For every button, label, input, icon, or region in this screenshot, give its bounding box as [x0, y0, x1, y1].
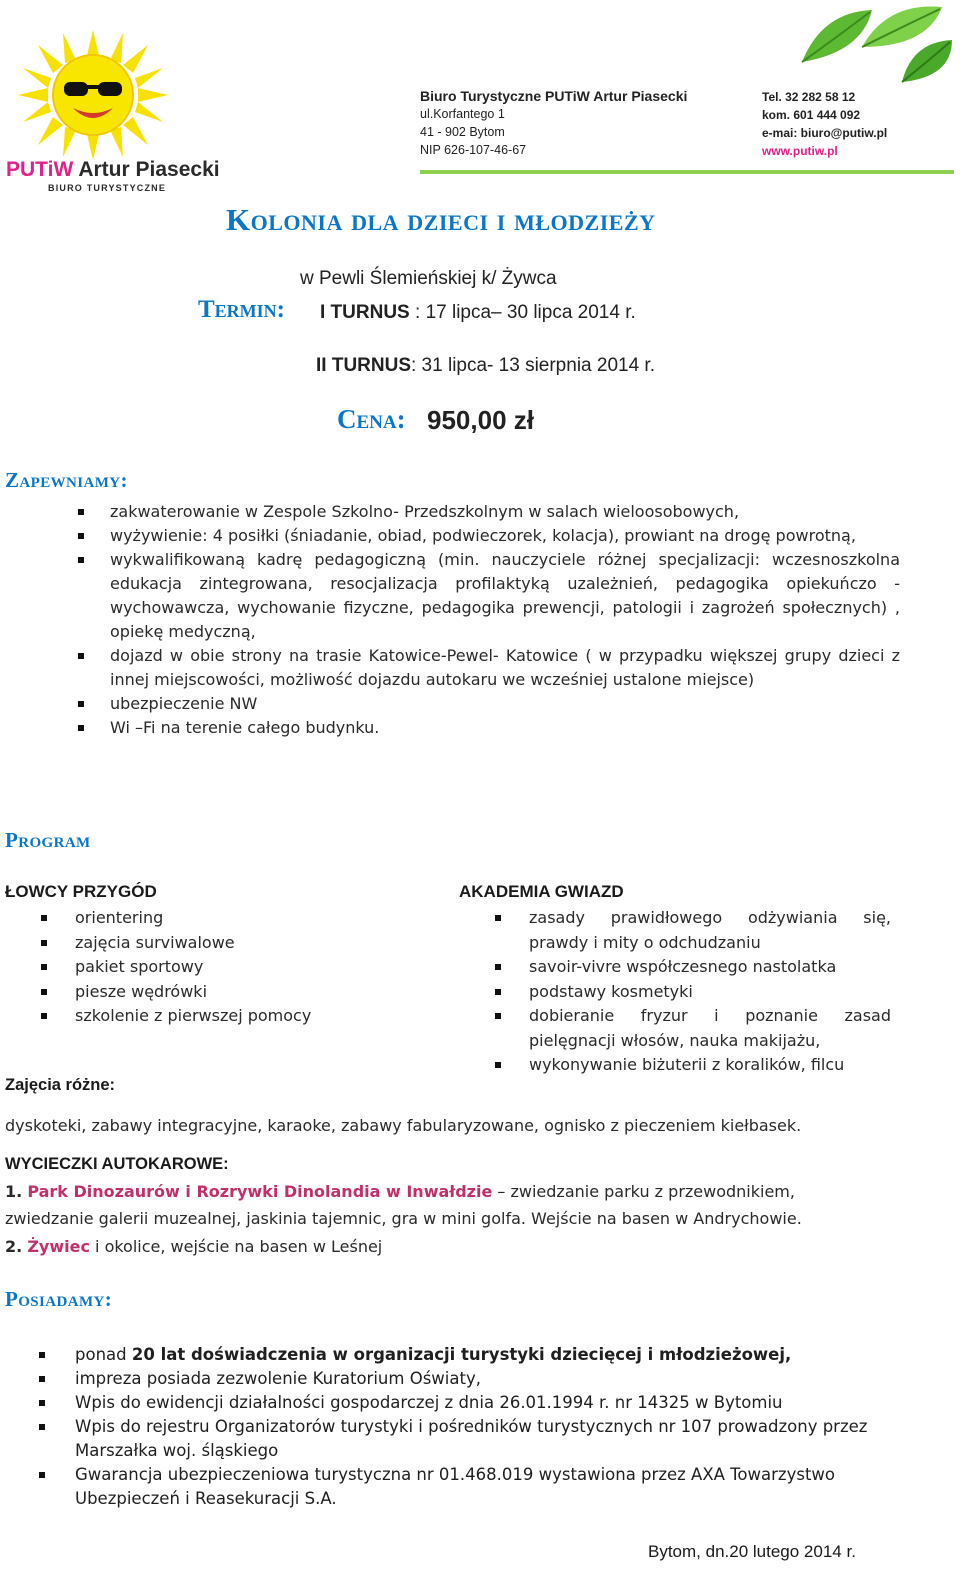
bullet-icon — [78, 533, 84, 539]
turn-2-label: II TURNUS — [316, 355, 411, 376]
company-name: Biuro Turystyczne PUTiW Artur Piasecki — [420, 88, 688, 104]
contact-info — [762, 88, 887, 160]
section-heading-posiadamy: Posiadamy: — [5, 1287, 113, 1311]
bullet-icon — [78, 701, 84, 707]
company-nip: NIP 626-107-46-67 — [420, 143, 527, 157]
turn-1 — [320, 302, 636, 324]
bullet-icon — [495, 1013, 501, 1019]
page-title: Kolonia dla dzieci i młodzieży — [226, 202, 656, 237]
section-heading-program: Program — [5, 828, 91, 852]
program-col2-list — [529, 906, 891, 1078]
list-item: Wpis do rejestru Organizatorów turystyki i pośredników turystycznych nr 107 prowadzony przez Marszałka woj. śląskiego — [75, 1415, 895, 1463]
document-date: Bytom, dn.20 lutego 2014 r. — [648, 1542, 856, 1561]
list-item: ponad 20 lat doświadczenia w organizacji turystyki dziecięcej i młodzieżowej, — [75, 1343, 895, 1367]
program-col1-title: ŁOWCY PRZYGÓD — [5, 882, 157, 901]
program-col2-title: AKADEMIA GWIAZD — [459, 882, 624, 901]
bullet-icon — [495, 964, 501, 970]
bullet-icon — [39, 1352, 45, 1358]
bullet-icon — [78, 509, 84, 515]
list-item: podstawy kosmetyki — [529, 980, 891, 1005]
bullet-icon — [41, 989, 47, 995]
misc-activities-label: Zajęcia różne: — [5, 1076, 116, 1094]
camp-location: w Pewli Ślemieńskiej k/ Żywca — [300, 268, 557, 289]
list-item: zasady prawidłowego odżywiania się, prawdy i mity o odchudzaniu — [529, 906, 891, 955]
trips-label: WYCIECZKI AUTOKAROWE: — [5, 1155, 229, 1173]
list-item: impreza posiada zezwolenie Kuratorium Oświaty, — [75, 1367, 895, 1391]
bullet-icon — [78, 653, 84, 659]
bullet-icon — [78, 725, 84, 731]
sun-mascot-logo — [18, 30, 168, 160]
contact-mobile: kom. 601 444 092 — [762, 108, 861, 122]
bullet-icon — [41, 1013, 47, 1019]
term-label: Termin: — [198, 296, 285, 323]
list-item: piesze wędrówki — [75, 980, 375, 1005]
bullet-icon — [41, 940, 47, 946]
bullet-icon — [39, 1472, 45, 1478]
trip-1-name: Park Dinozaurów i Rozrywki Dinolandia w Inwałdzie — [27, 1182, 493, 1201]
contact-tel: Tel. 32 282 58 12 — [762, 90, 856, 104]
list-item: Wpis do ewidencji działalności gospodarczej z dnia 26.01.1994 r. nr 14325 w Bytomiu — [75, 1391, 895, 1415]
list-item: zajęcia surviwalowe — [75, 931, 375, 956]
bullet-icon — [41, 964, 47, 970]
trip-1-details: zwiedzanie galerii muzealnej, jaskinia tajemnic, gra w mini golfa. Wejście na basen w Andrychowie. — [5, 1209, 802, 1228]
zapewniamy-list — [110, 500, 900, 740]
misc-activities-text: dyskoteki, zabawy integracyjne, karaoke, zabawy fabularyzowane, ognisko z pieczeniem kiełbasek. — [5, 1116, 802, 1135]
bullet-icon — [39, 1400, 45, 1406]
turn-2-dates: : 31 lipca- 13 sierpnia 2014 r. — [411, 355, 655, 376]
turn-2 — [316, 355, 655, 377]
price-label: Cena: — [337, 404, 406, 434]
list-item: szkolenie z pierwszej pomocy — [75, 1004, 375, 1029]
program-col1-list — [75, 906, 375, 1029]
trip-2-name: Żywiec — [27, 1237, 90, 1256]
list-item: ubezpieczenie NW — [110, 692, 900, 716]
price-value: 950,00 zł — [427, 405, 534, 435]
list-item: savoir-vivre współczesnego nastolatka — [529, 955, 891, 980]
list-item: wyżywienie: 4 posiłki (śniadanie, obiad, podwieczorek, kolacja), prowiant na drogę powrotną, — [110, 524, 900, 548]
trip-2: 2. Żywiec i okolice, wejście na basen w Leśnej — [5, 1237, 383, 1256]
logo-wordmark-brand: PUTiW — [6, 158, 74, 181]
bullet-icon — [39, 1376, 45, 1382]
bullet-icon — [495, 915, 501, 921]
list-item: wykonywanie biżuterii z koralików, filcu — [529, 1053, 891, 1078]
list-item: wykwalifikowaną kadrę pedagogiczną (min. nauczyciele różnej specjalizacji: wczesnoszkolna edukacja zintegrowana, resocjalizacja profilaktyką uzależnień, pedagogika opiekuńczo - wychowawcza, wychowanie fizyczne, pedagogika prewencji, patologii i zagrożeń społecznych) , opiekę medyczną, — [110, 548, 900, 644]
bullet-icon — [495, 989, 501, 995]
list-item: zakwaterowanie w Zespole Szkolno- Przedszkolnym w salach wieloosobowych, — [110, 500, 900, 524]
posiadamy-list — [75, 1343, 895, 1511]
list-item: Gwarancja ubezpieczeniowa turystyczna nr 01.468.019 wystawiona przez AXA Towarzystwo Ubezpieczeń i Reasekuracji S.A. — [75, 1463, 895, 1511]
bullet-icon — [39, 1424, 45, 1430]
logo-wordmark — [6, 158, 220, 182]
bullet-icon — [495, 1062, 501, 1068]
trip-1: 1. Park Dinozaurów i Rozrywki Dinolandia w Inwałdzie – zwiedzanie parku z przewodnikiem, — [5, 1182, 795, 1201]
header-divider — [420, 170, 954, 174]
list-item: orientering — [75, 906, 375, 931]
company-street: ul.Korfantego 1 — [420, 107, 505, 121]
list-item: dobieranie fryzur i poznanie zasad pielęgnacji włosów, nauka makijażu, — [529, 1004, 891, 1053]
list-item: Wi –Fi na terenie całego budynku. — [110, 716, 900, 740]
list-item: dojazd w obie strony na trasie Katowice-Pewel- Katowice ( w przypadku większej grupy dzieci z innej miejscowości, możliwość dojazdu autokaru we wcześniej ustalone miejsce) — [110, 644, 900, 692]
company-info — [420, 87, 687, 159]
website-link[interactable]: www.putiw.pl — [762, 144, 838, 158]
contact-email[interactable]: e-mai: biuro@putiw.pl — [762, 126, 888, 140]
bullet-icon — [41, 915, 47, 921]
section-heading-zapewniamy: Zapewniamy: — [5, 468, 128, 492]
logo-wordmark-owner: Artur Piasecki — [78, 158, 220, 181]
list-item: pakiet sportowy — [75, 955, 375, 980]
turn-1-label: I TURNUS — [320, 302, 410, 323]
bullet-icon — [78, 557, 84, 563]
turn-1-dates: : 17 lipca– 30 lipca 2014 r. — [409, 302, 636, 323]
logo-tagline: BIURO TURYSTYCZNE — [48, 183, 167, 193]
leaves-icon — [792, 2, 958, 92]
company-city: 41 - 902 Bytom — [420, 125, 505, 139]
